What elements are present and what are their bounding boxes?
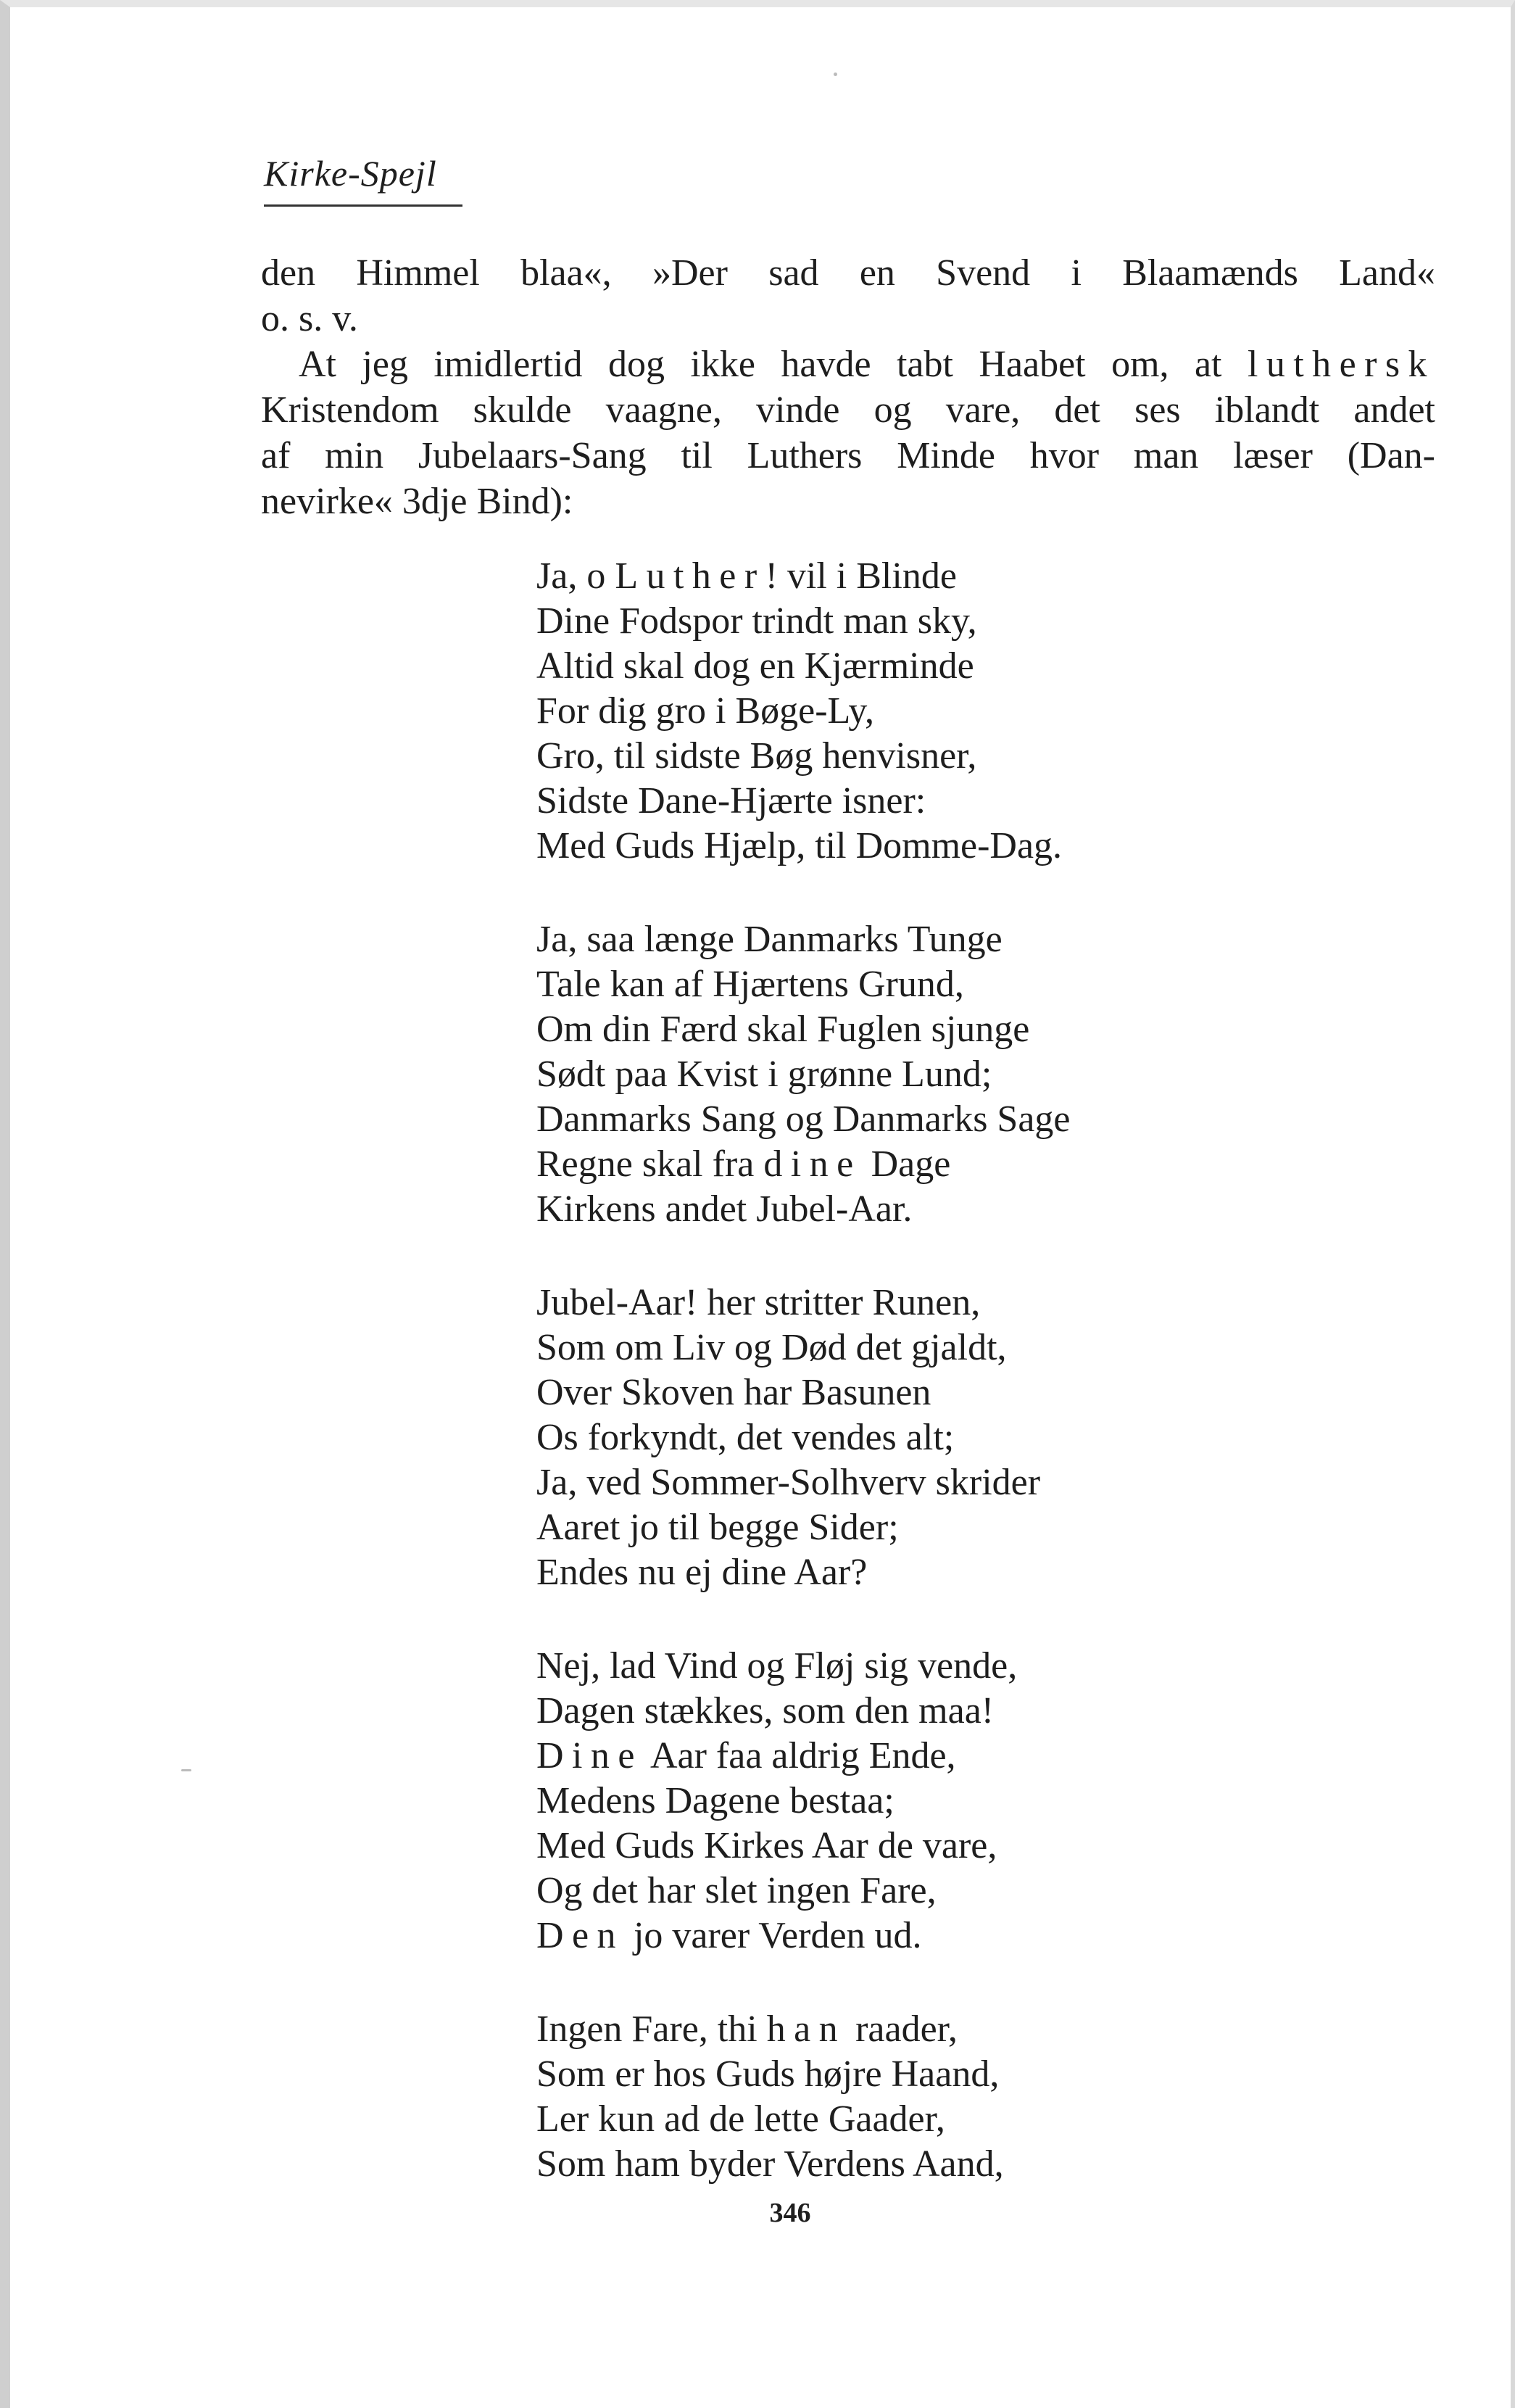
verse-text: Aar faa aldrig Ende, (642, 1735, 956, 1776)
paper-speck (834, 73, 837, 76)
verse-text: Ja, o (536, 555, 615, 597)
verse-text: Dage (861, 1143, 951, 1185)
prose-text: At jeg imidlertid dog ikke havde tabt Haabet om, at (299, 344, 1222, 385)
verse-line: Aaret jo til begge Sider; (536, 1507, 899, 1548)
prose-line: af min Jubelaars-Sang til Luthers Minde hvor man læser (Dan- (261, 435, 1435, 476)
verse-line: Kirkens andet Jubel-Aar. (536, 1188, 913, 1230)
paper-speck (181, 1769, 191, 1771)
stanza-4 (536, 1644, 1261, 1958)
verse-line (536, 554, 1261, 599)
stanza-2 (536, 917, 1261, 1232)
verse-line (536, 1734, 1261, 1779)
verse-line (536, 1913, 1261, 1958)
verse-line (536, 2007, 1261, 2052)
verse-line: Med Guds Hjælp, til Domme-Dag. (536, 825, 1063, 866)
verse-line: Nej, lad Vind og Fløj sig vende, (536, 1645, 1018, 1687)
running-head-rule (264, 204, 462, 207)
prose-line: den Himmel blaa«, »Der sad en Svend i Blaamænds Land« (261, 252, 1435, 294)
emphasis-spaced: dine (763, 1143, 862, 1185)
verse-line: Tale kan af Hjærtens Grund, (536, 964, 964, 1005)
verse-line: Som ham byder Verdens Aand, (536, 2143, 1004, 2185)
running-head: Kirke-Spejl (264, 153, 437, 194)
emphasis-spaced: Luther (615, 555, 765, 597)
verse-line: Med Guds Kirkes Aar de vare, (536, 1825, 997, 1866)
verse-line: Endes nu ej dine Aar? (536, 1552, 868, 1593)
verse-line: Som om Liv og Død det gjaldt, (536, 1327, 1007, 1368)
verse-line: Og det har slet ingen Fare, (536, 1870, 937, 1911)
verse-line: Ler kun ad de lette Gaader, (536, 2098, 945, 2140)
verse-line: Danmarks Sang og Danmarks Sage (536, 1099, 1071, 1140)
verse-line: Jubel-Aar! her stritter Runen, (536, 1282, 981, 1323)
verse-line: For dig gro i Bøge-Ly, (536, 690, 875, 732)
verse-line: Gro, til sidste Bøg henvisner, (536, 735, 977, 777)
emphasis-spaced: han (766, 2008, 847, 2050)
prose-line (261, 342, 1435, 387)
verse-line: Dine Fodspor trindt man sky, (536, 600, 977, 642)
poem (536, 554, 1261, 2235)
verse-text: raader, (846, 2008, 958, 2050)
emphasis-spaced: Dine (536, 1735, 643, 1776)
verse-line: Ja, saa længe Danmarks Tunge (536, 919, 1003, 960)
stanza-5 (536, 2007, 1261, 2187)
verse-line: Altid skal dog en Kjærminde (536, 645, 974, 687)
verse-line: Som er hos Guds højre Haand, (536, 2053, 1000, 2095)
stanza-3 (536, 1280, 1261, 1595)
verse-line: Om din Færd skal Fuglen sjunge (536, 1009, 1030, 1050)
verse-text: Ingen Fare, thi (536, 2008, 767, 2050)
verse-line: Ja, ved Sommer-Solhverv skrider (536, 1462, 1041, 1503)
emphasis-spaced: luthersk (1247, 344, 1436, 385)
verse-text: ! vil i Blinde (765, 555, 957, 597)
page-number: 346 (769, 2198, 811, 2228)
prose-line: nevirke« 3dje Bind): (261, 481, 573, 522)
prose-paragraph (261, 250, 1435, 524)
verse-text: Regne skal fra (536, 1143, 764, 1185)
verse-line: Over Skoven har Basunen (536, 1372, 931, 1413)
verse-line: Os forkyndt, det vendes alt; (536, 1417, 955, 1458)
prose-line: Kristendom skulde vaagne, vinde og vare, det ses iblandt andet (261, 389, 1435, 431)
verse-line (536, 1142, 1261, 1187)
stanza-1 (536, 554, 1261, 869)
verse-line: Dagen stækkes, som den maa! (536, 1690, 995, 1731)
verse-line: Medens Dagene bestaa; (536, 1780, 895, 1821)
verse-line: Sødt paa Kvist i grønne Lund; (536, 1054, 992, 1095)
emphasis-spaced: Den (536, 1915, 624, 1956)
verse-line: Sidste Dane-Hjærte isner: (536, 780, 926, 822)
verse-text: jo varer Verden ud. (623, 1915, 922, 1956)
prose-line: o. s. v. (261, 298, 358, 339)
